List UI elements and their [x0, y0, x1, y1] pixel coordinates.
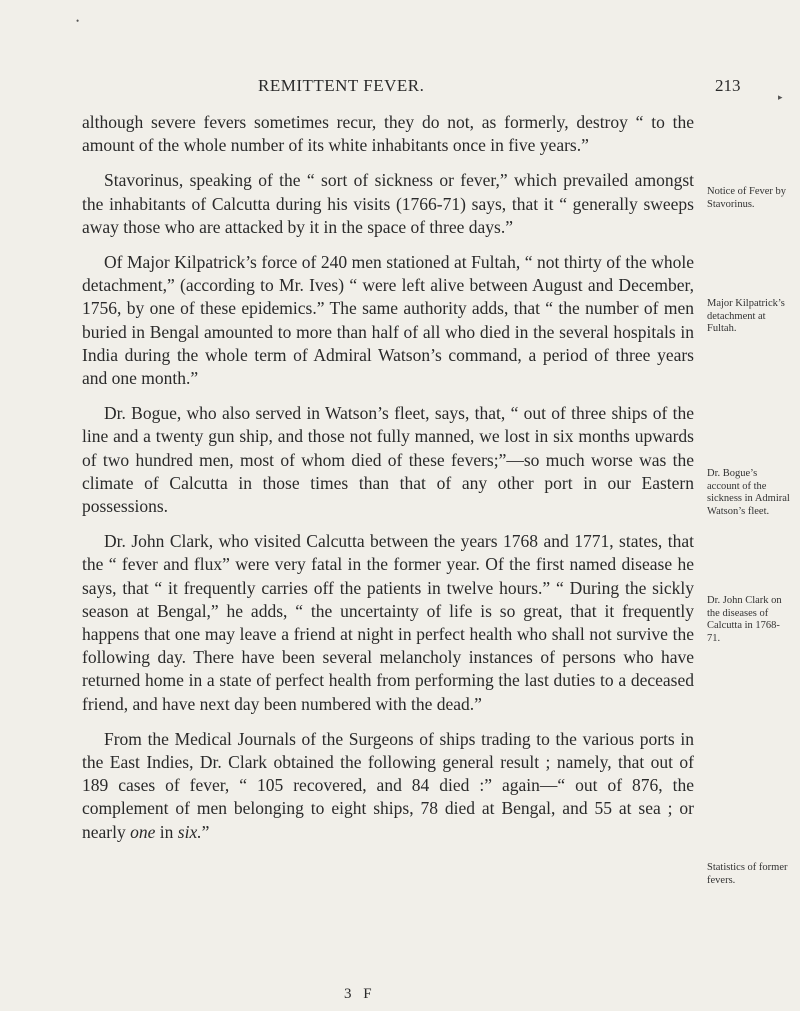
- italic-six: six.: [177, 821, 202, 842]
- running-title: REMITTENT FEVER.: [258, 76, 425, 95]
- ink-speck: ▸: [778, 92, 783, 102]
- signature-mark: 3 F: [344, 986, 376, 1002]
- body-text: [82, 111, 694, 856]
- page-number: 213: [715, 76, 741, 95]
- page-header: [0, 76, 800, 100]
- sidenote-bogue: Dr. Bogue’s account of the sickness in Admiral Watson’s fleet.: [707, 468, 790, 517]
- paragraph-3: Of Major Kilpatrick’s force of 240 men stationed at Fultah, “ not thirty of the whole detachment,” (according to Mr. Ives) “ were left alive between August and December, 1756, by one of these epidemics.” The same authority adds, that “ the number of men buried in Bengal amounted to more than half of all who died in the several hospitals in India during the whole term of Admiral Watson’s command, a period of three years and one month.”: [82, 252, 694, 389]
- paragraph-4: Dr. Bogue, who also served in Watson’s fleet, says, that, “ out of three ships of the line and a twenty gun ship, and those not fully manned, we lost in six months upwards of two hundred men, most of whom died of these fevers;”—so much worse was the climate of Calcutta in those times than that of any other port in our Eastern possessions.: [82, 403, 694, 517]
- sidenote-stavorinus: Notice of Fever by Stavorinus.: [707, 186, 787, 210]
- italic-one: one: [130, 821, 156, 842]
- paragraph-6: From the Medical Journals of the Surgeons of ships trading to the various ports in the East Indies, Dr. Clark obtained the following general result ; namely, that out of 189 cases of fever, “ 105 recovered, and 84 died :” again—“ out of 876, the complement of men belonging to eight ships, 78 died at Bengal, and 55 at sea ; or nearly one in six.”: [82, 728, 694, 842]
- paragraph-1: although severe fevers sometimes recur, they do not, as formerly, destroy “ to the amount of the whole number of its white inhabitants once in five years.”: [82, 112, 694, 156]
- ink-speck: •: [76, 16, 80, 26]
- paragraph-5: Dr. John Clark, who visited Calcutta between the years 1768 and 1771, states, that the “ fever and flux” were very fatal in the former year. Of the first named disease he says, that “ it frequently carries off the patients in twelve hours.” “ During the sickly season at Bengal,” he adds, “ the uncertainty of life is so great, that it frequently happens that one may leave a friend at night in perfect health who shall not survive the following day. There have been several melancholy instances of persons who have returned home in a state of perfect health from performing the last duties to a deceased friend, and have next day been numbered with the dead.”: [82, 531, 694, 714]
- paragraph-2: Stavorinus, speaking of the “ sort of sickness or fever,” which prevailed amongst the inhabitants of Calcutta during his visits (1766-71) says, that it “ generally sweeps away those who are attacked by it in the space of three days.”: [82, 170, 694, 237]
- sidenote-clark: Dr. John Clark on the diseases of Calcutta in 1768-71.: [707, 595, 782, 644]
- sidenote-statistics: Statistics of former fevers.: [707, 862, 788, 886]
- sidenote-kilpatrick: Major Kilpatrick’s detachment at Fultah.: [707, 298, 785, 334]
